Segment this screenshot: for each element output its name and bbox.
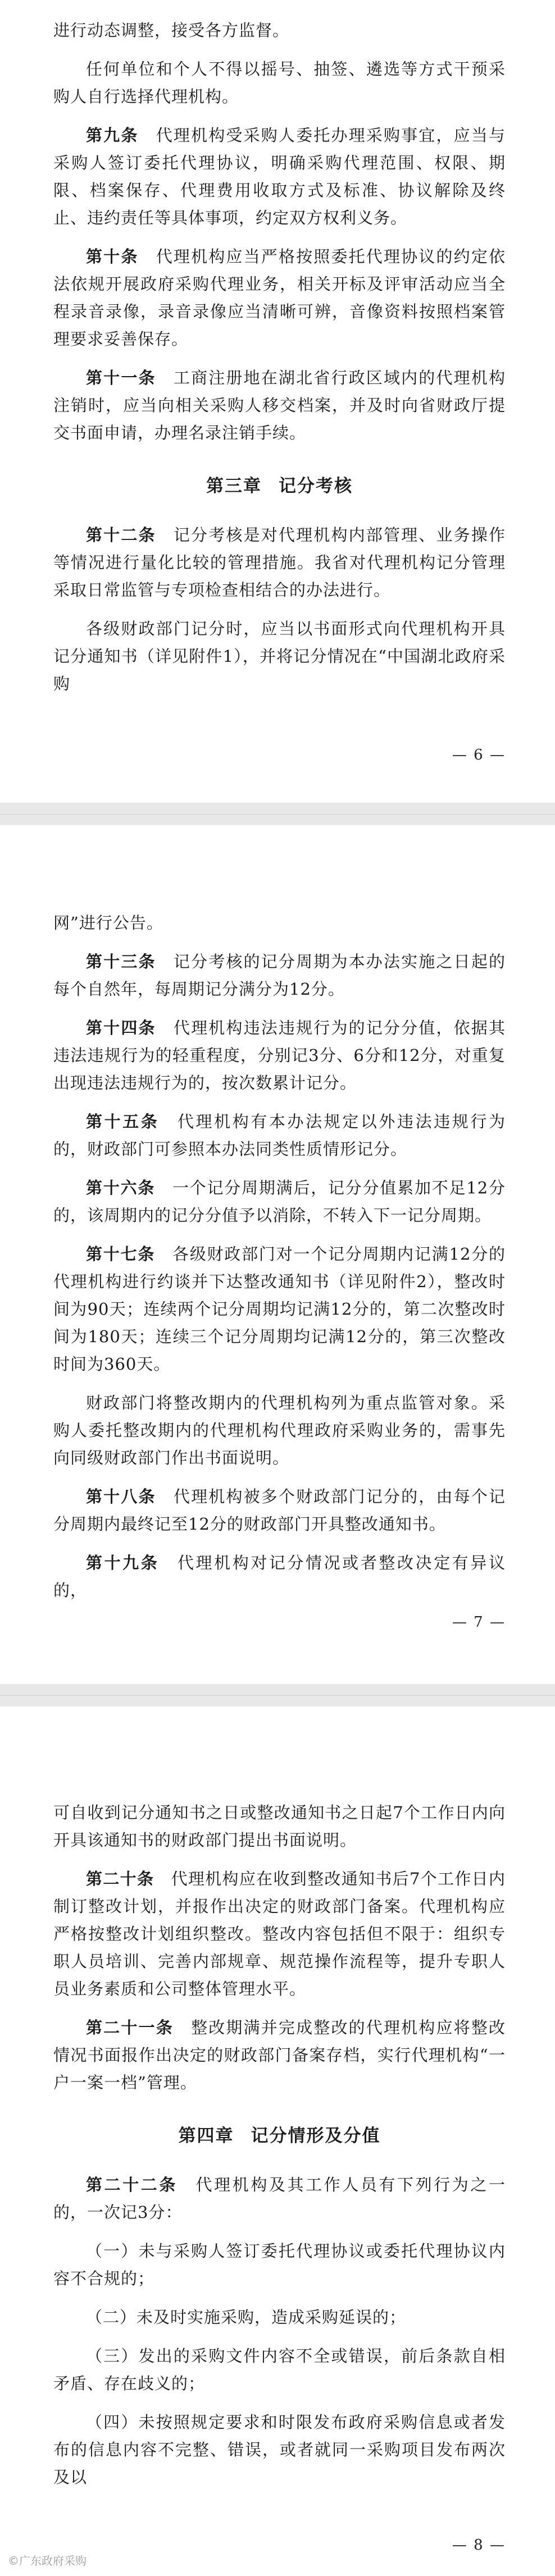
article-title: 第十八条 [86, 1487, 156, 1506]
paragraph: 网”进行公告。 [53, 913, 163, 932]
watermark: ©广东政府采购 [8, 2554, 87, 2568]
article-body: 工商注册地在湖北省行政区域内的代理机构注销时，应当向相关采购人移交档案，并及时向省财政厅提交书面申请，办理名录注销手续。 [53, 368, 506, 442]
paragraph: 可自收到记分通知书之日或整改通知书之日起7个工作日内向开具该通知书的财政部门提出书面说明。 [53, 1803, 506, 1850]
document-page-6 [0, 0, 555, 803]
article-body: 代理机构有本办法规定以外违法违规行为的，财政部门可参照本办法同类性质情形记分。 [53, 1112, 506, 1159]
page-6-body [53, 17, 506, 709]
article-9 [53, 122, 506, 232]
page-number: — 8 — [452, 2537, 506, 2554]
document-page-7 [0, 825, 555, 1684]
article-19 [53, 1549, 506, 1604]
article-body: 代理机构应当严格按照委托代理协议的约定依法依规开展政府采购代理业务，相关开标及评审活动应当全程录音录像，录音录像应当清晰可辨，音像资料按照档案管理要求妥善保存。 [53, 247, 506, 349]
article-title: 第十七条 [86, 1244, 156, 1264]
chapter-title: 记分情形及分值 [251, 2126, 381, 2146]
paragraph: 任何单位和个人不得以摇号、抽签、遴选等方式干预采购人自行选择代理机构。 [53, 60, 506, 106]
article-17 [53, 1241, 506, 1378]
page-7-body [53, 909, 506, 1616]
article-title: 第二十一条 [86, 2018, 174, 2037]
chapter-heading [53, 2121, 506, 2147]
article-13 [53, 948, 506, 1003]
article-title: 第九条 [86, 126, 139, 145]
paragraph: 各级财政部门记分时，应当以书面形式向代理机构开具记分通知书（详见附件1），并将记分情况在“中国湖北政府采购 [53, 619, 506, 693]
article-12 [53, 521, 506, 604]
article-title: 第十二条 [86, 525, 156, 545]
article-title: 第十一条 [86, 368, 156, 387]
article-14 [53, 1014, 506, 1097]
article-title: 第十条 [86, 247, 139, 266]
article-15 [53, 1108, 506, 1163]
article-body: 一个记分周期满后，记分分值累加不足12分的，该周期内的记分分值予以消除，不转入下一记分周期。 [53, 1178, 506, 1225]
article-title: 第十九条 [86, 1553, 160, 1572]
article-body: 各级财政部门对一个记分周期内记满12分的代理机构进行约谈并下达整改通知书（详见附件2），整改时间为90天；连续两个记分周期均记满12分的，第二次整改时间为180天；连续三个记分周期均记满12分的，第三次整改时间为360天。 [53, 1244, 506, 1374]
article-11 [53, 364, 506, 447]
list-item: （一）未与采购人签订委托代理协议或委托代理协议内容不合规的； [53, 2241, 506, 2288]
chapter-number: 第四章 [178, 2126, 234, 2146]
page-divider [0, 814, 555, 815]
list-item: （二）未及时实施采购，造成采购延误的； [86, 2308, 407, 2327]
paragraph: 财政部门将整改期内的代理机构列为重点监管对象。采购人委托整改期内的代理机构代理政府采购业务的，需事先向同级财政部门作出书面说明。 [53, 1393, 506, 1467]
article-21 [53, 2014, 506, 2097]
paragraph: 进行动态调整，接受各方监督。 [53, 21, 290, 40]
article-title: 第十六条 [86, 1178, 156, 1197]
article-title: 第十三条 [86, 952, 156, 971]
page-divider [0, 1695, 555, 1696]
article-body: 代理机构违法违规行为的记分分值，依据其违法违规行为的轻重程度，分别记3分、6分和12分，对重复出现违法违规行为的，按次数累计记分。 [53, 1018, 506, 1092]
article-body: 代理机构被多个财政部门记分的，由每个记分周期内最终记至12分的财政部门开具整改通知书。 [53, 1487, 506, 1534]
article-22 [53, 2171, 506, 2226]
list-item: （四）未按照规定要求和时限发布政府采购信息或者发布的信息内容不完整、错误，或者就同一采购项目发布两次及以 [53, 2413, 506, 2487]
article-16 [53, 1174, 506, 1229]
chapter-heading [53, 472, 506, 497]
article-body: 记分考核的记分周期为本办法实施之日起的每个自然年，每周期记分满分为12分。 [53, 952, 506, 999]
article-body: 代理机构应在收到整改通知书后7个工作日内制订整改计划，并报作出决定的财政部门备案。代理机构应严格按整改计划组织整改。整改内容包括但不限于：组织专职人员培训、完善内部规章、规范操作流程等，提升专职人员业务素质和公司整体管理水平。 [53, 1869, 506, 1998]
document-page-8 [0, 1706, 555, 2576]
chapter-title: 记分考核 [279, 476, 353, 496]
article-10 [53, 243, 506, 353]
article-title: 第二十二条 [86, 2175, 178, 2194]
article-body: 代理机构受采购人委托办理采购事宜，应当与采购人签订委托代理协议，明确采购代理范围、权限、期限、档案保存、代理费用收取方式及标准、协议解除及终止、违约责任等具体事项，约定双方权利义务。 [53, 126, 506, 227]
page-number: — 7 — [452, 1614, 506, 1631]
article-20 [53, 1865, 506, 2003]
article-body: 记分考核是对代理机构内部管理、业务操作等情况进行量化比较的管理措施。我省对代理机构记分管理采取日常监管与专项检查相结合的办法进行。 [53, 525, 506, 600]
article-title: 第二十条 [86, 1869, 154, 1888]
article-18 [53, 1483, 506, 1538]
article-body: 代理机构及其工作人员有下列行为之一的，一次记3分： [53, 2175, 506, 2222]
page-number: — 6 — [452, 747, 506, 763]
article-title: 第十五条 [86, 1112, 160, 1131]
page-8-body [53, 1799, 506, 2502]
article-title: 第十四条 [86, 1018, 156, 1037]
chapter-number: 第三章 [206, 476, 262, 496]
article-body: 代理机构对记分情况或者整改决定有异议的， [53, 1553, 506, 1600]
list-item: （三）发出的采购文件内容不全或错误，前后条款自相矛盾、存在歧义的； [53, 2346, 506, 2393]
article-body: 整改期满并完成整改的代理机构应将整改情况书面报作出决定的财政部门备案存档，实行代理机构“一户一案一档”管理。 [53, 2018, 506, 2092]
